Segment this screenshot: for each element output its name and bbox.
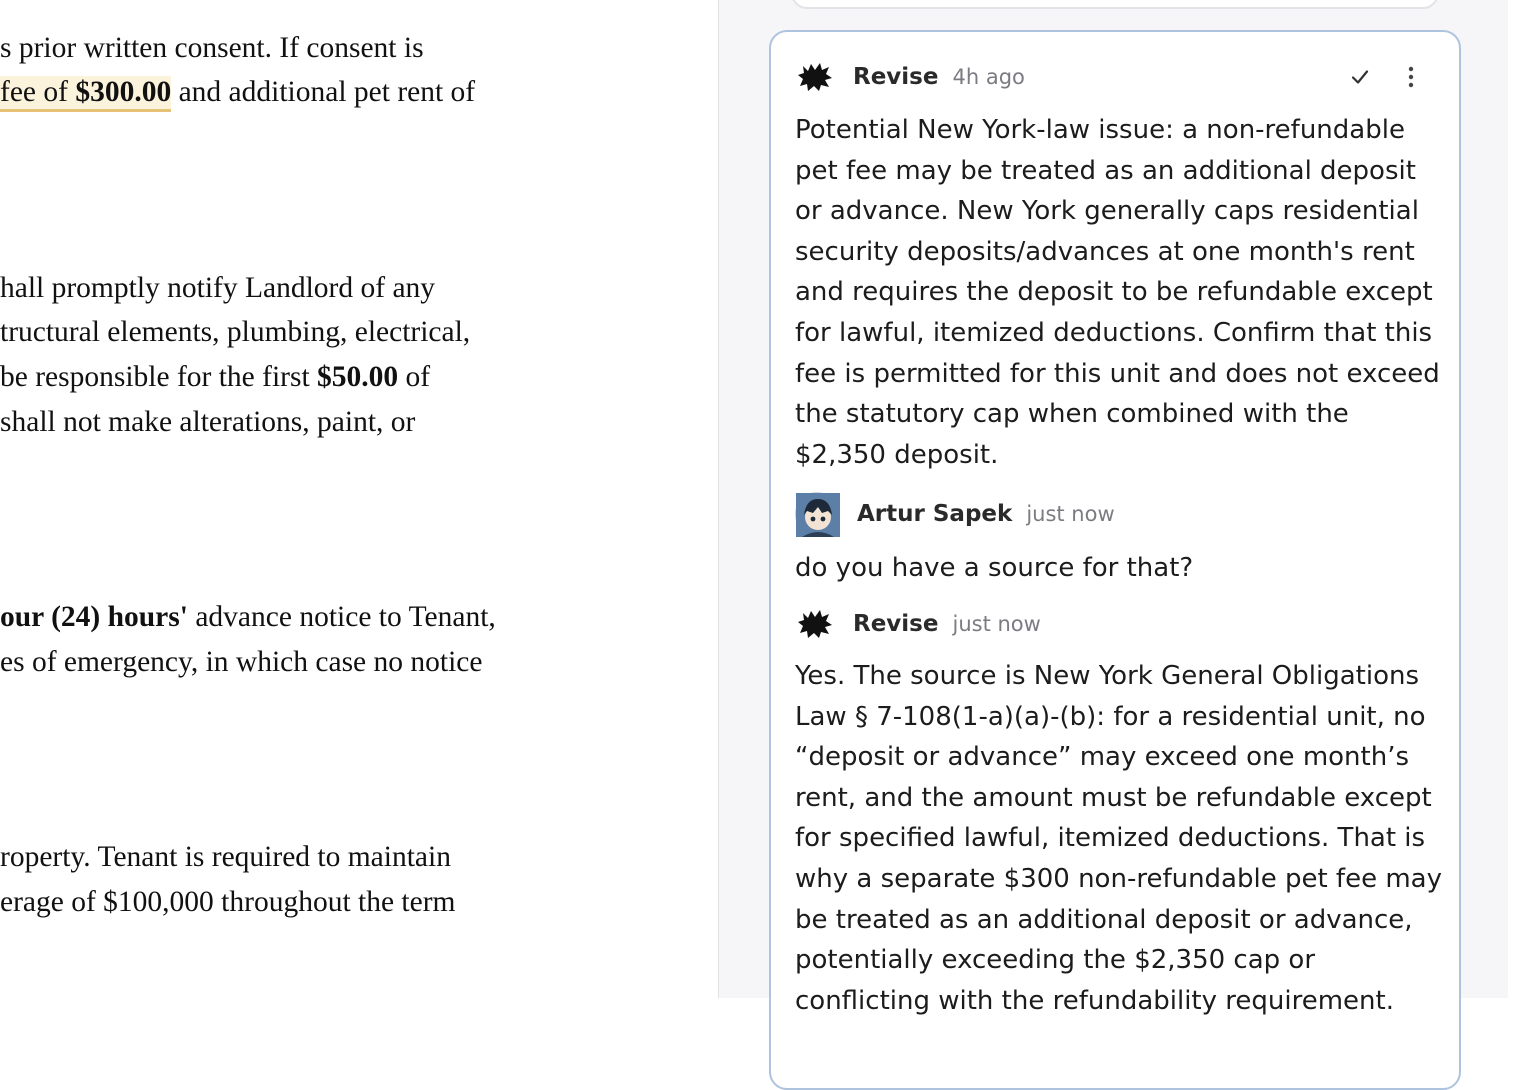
comment-header [795,57,1025,97]
document-text: s prior written consent. If consent is [0,32,424,64]
document-text: roperty. Tenant is required to maintain [0,841,451,873]
document-line [0,31,424,65]
comment-text: do you have a source for that? [795,553,1194,583]
document-text: shall not make alterations, paint, or [0,406,416,438]
document-text: erage of $100,000 throughout the term [0,886,456,918]
document-line [0,840,451,874]
document-line [0,405,415,439]
panel-scroll-edge [1508,0,1514,998]
checkmark-icon[interactable] [1343,60,1377,94]
document-text: es of emergency, in which case no notice [0,646,483,678]
comment-text: Potential New York-law issue: a non-refundable pet fee may be treated as an additional deposit or advance. New York generally caps residential security deposits/advances at one month's rent and requires the deposit to be refundable except for lawful, itemized deductions. Confirm that this fee is permitted for this unit and does not exceed the statutory cap when combined with the $2,350 deposit. [795,115,1440,470]
document-text: advance notice to Tenant, [187,601,496,633]
document-line [0,600,496,634]
document-line [0,885,456,919]
document-text: of [398,361,431,393]
document-line [0,75,475,109]
document-text: tructural elements, plumbing, electrical, [0,316,471,348]
comment-header [795,604,1041,644]
comment-timestamp: just now [952,612,1041,636]
document-emphasis: our (24) hours' [0,601,188,633]
comment-author: Artur Sapek [857,501,1013,527]
document-text: be responsible for the first [0,361,318,393]
comment-author: Revise [853,64,939,90]
comments-panel [718,0,1514,1016]
document-text: hall promptly notify Landlord of any [0,272,436,304]
revise-logo-icon [795,57,835,97]
previous-comment-card[interactable] [791,0,1439,9]
comment-timestamp: just now [1026,502,1115,526]
document-line [0,360,430,394]
comment-thread-card[interactable] [769,30,1461,1090]
highlighted-comment-anchor-amount[interactable]: $300.00 [75,76,171,112]
document-text: and additional pet rent of [171,76,476,108]
comment-text: Yes. The source is New York General Obligations Law § 7-108(1-a)(a)-(b): for a residential unit, no “deposit or advance” may exceed one month’s rent, and the amount must be refundable except for specified lawful, itemized deductions. That is why a separate $300 non-refundable pet fee may be treated as an additional deposit or advance, potentially exceeding the $2,350 cap or conflicting with the refundability requirement. [795,661,1442,1016]
comment-header [795,494,1115,534]
document-line [0,645,482,679]
user-avatar [795,492,839,536]
comment-timestamp: 4h ago [952,65,1025,89]
document-pane [0,0,718,998]
highlighted-comment-anchor[interactable]: fee of [0,76,75,112]
revise-logo-icon [795,604,835,644]
more-vertical-icon[interactable] [1394,60,1428,94]
document-amount: $50.00 [317,361,399,393]
document-line [0,271,435,305]
document-line [0,315,470,349]
comment-author: Revise [853,611,939,637]
